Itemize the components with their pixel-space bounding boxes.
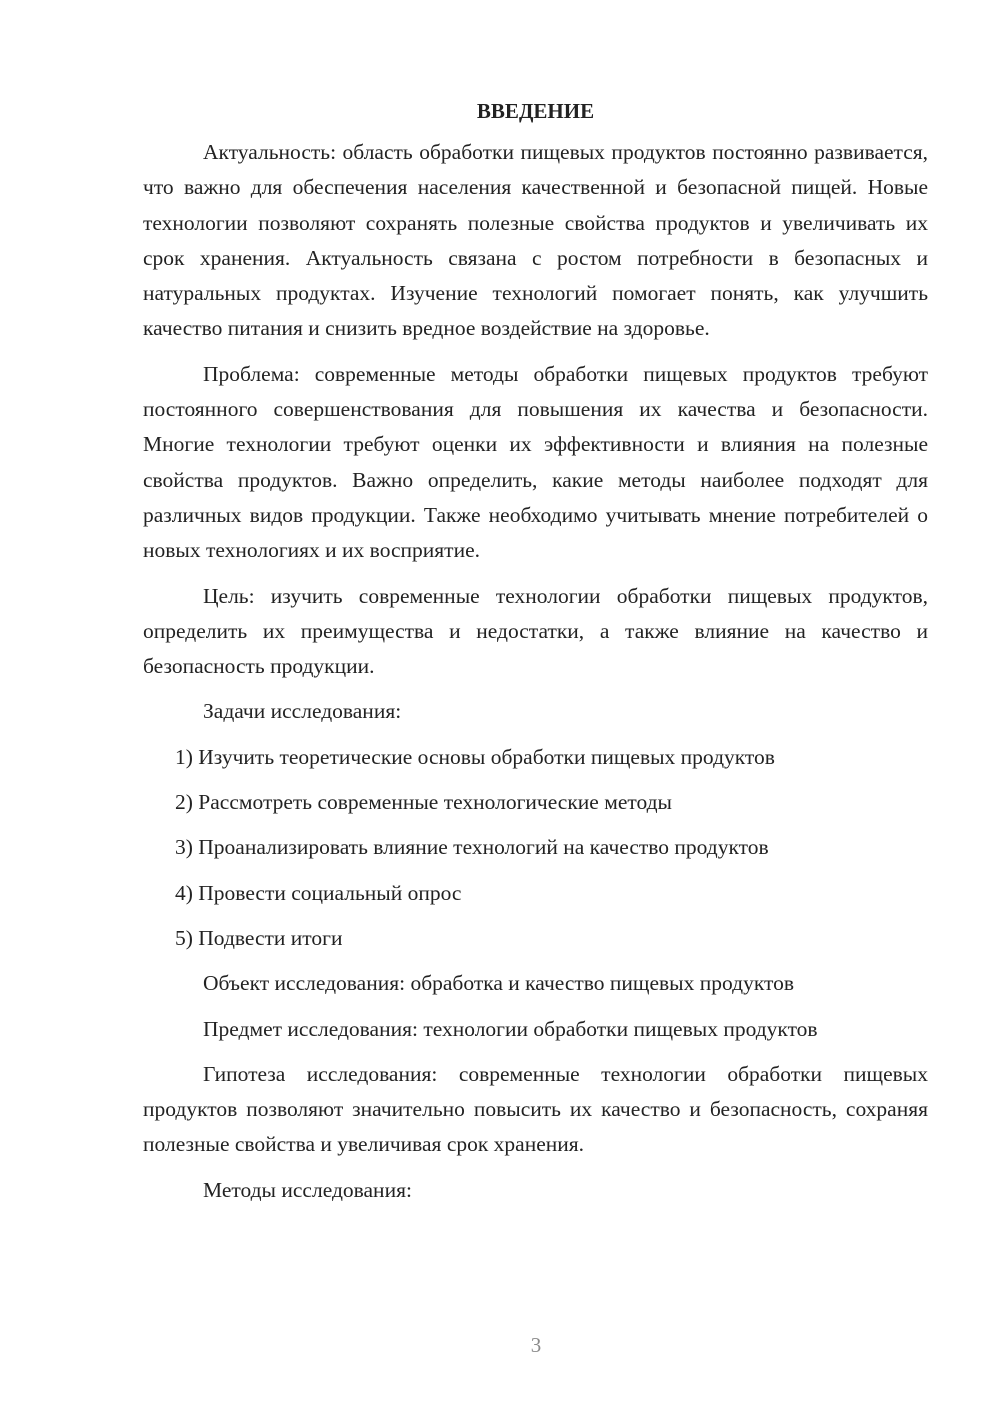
object-paragraph: Объект исследования: обработка и качество пищевых продуктов — [203, 971, 794, 996]
hypothesis-paragraph: Гипотеза исследования: современные технологии обработки пищевых продуктов позволяют значительно повысить их качество и безопасность, сохраняя полезные свойства и увеличивая срок хранения. — [143, 1061, 928, 1157]
methods-title: Методы исследования: — [203, 1177, 412, 1202]
task-item: 3) Проанализировать влияние технологий на качество продуктов — [175, 835, 769, 860]
section-heading: ВВЕДЕНИЕ — [476, 99, 595, 123]
task-item: 2) Рассмотреть современные технологические методы — [175, 790, 672, 815]
subject-paragraph: Предмет исследования: технологии обработки пищевых продуктов — [203, 1016, 818, 1041]
tasks-title: Задачи исследования: — [203, 699, 402, 724]
task-item: 5) Подвести итоги — [175, 925, 343, 950]
page-content — [143, 94, 928, 1218]
tasks-list — [143, 740, 928, 956]
page-number: 3 — [530, 1333, 542, 1357]
goal-paragraph: Цель: изучить современные технологии обработки пищевых продуктов, определить их преимущества и недостатки, а также влияние на качество и безопасность продукции. — [143, 583, 928, 679]
task-item: 1) Изучить теоретические основы обработки пищевых продуктов — [175, 744, 775, 769]
relevance-paragraph: Актуальность: область обработки пищевых продуктов постоянно развивается, что важно для обеспечения населения качественной и безопасной пищей. Новые технологии позволяют сохранять полезные свойства продуктов и увеличивать их срок хранения. Актуальность связана с ростом потребности в безопасных и натуральных продуктах. Изучение технологий помогает понять, как улучшить качество питания и снизить вредное воздействие на здоровье. — [143, 140, 928, 341]
problem-paragraph: Проблема: современные методы обработки пищевых продуктов требуют постоянного совершенствования для повышения их качества и безопасности. Многие технологии требуют оценки их эффективности и влияния на полезные свойства продуктов. Важно определить, какие методы наиболее подходят для различных видов продукции. Также необходимо учитывать мнение потребителей о новых технологиях и их восприятие. — [143, 361, 928, 563]
task-item: 4) Провести социальный опрос — [175, 880, 462, 905]
